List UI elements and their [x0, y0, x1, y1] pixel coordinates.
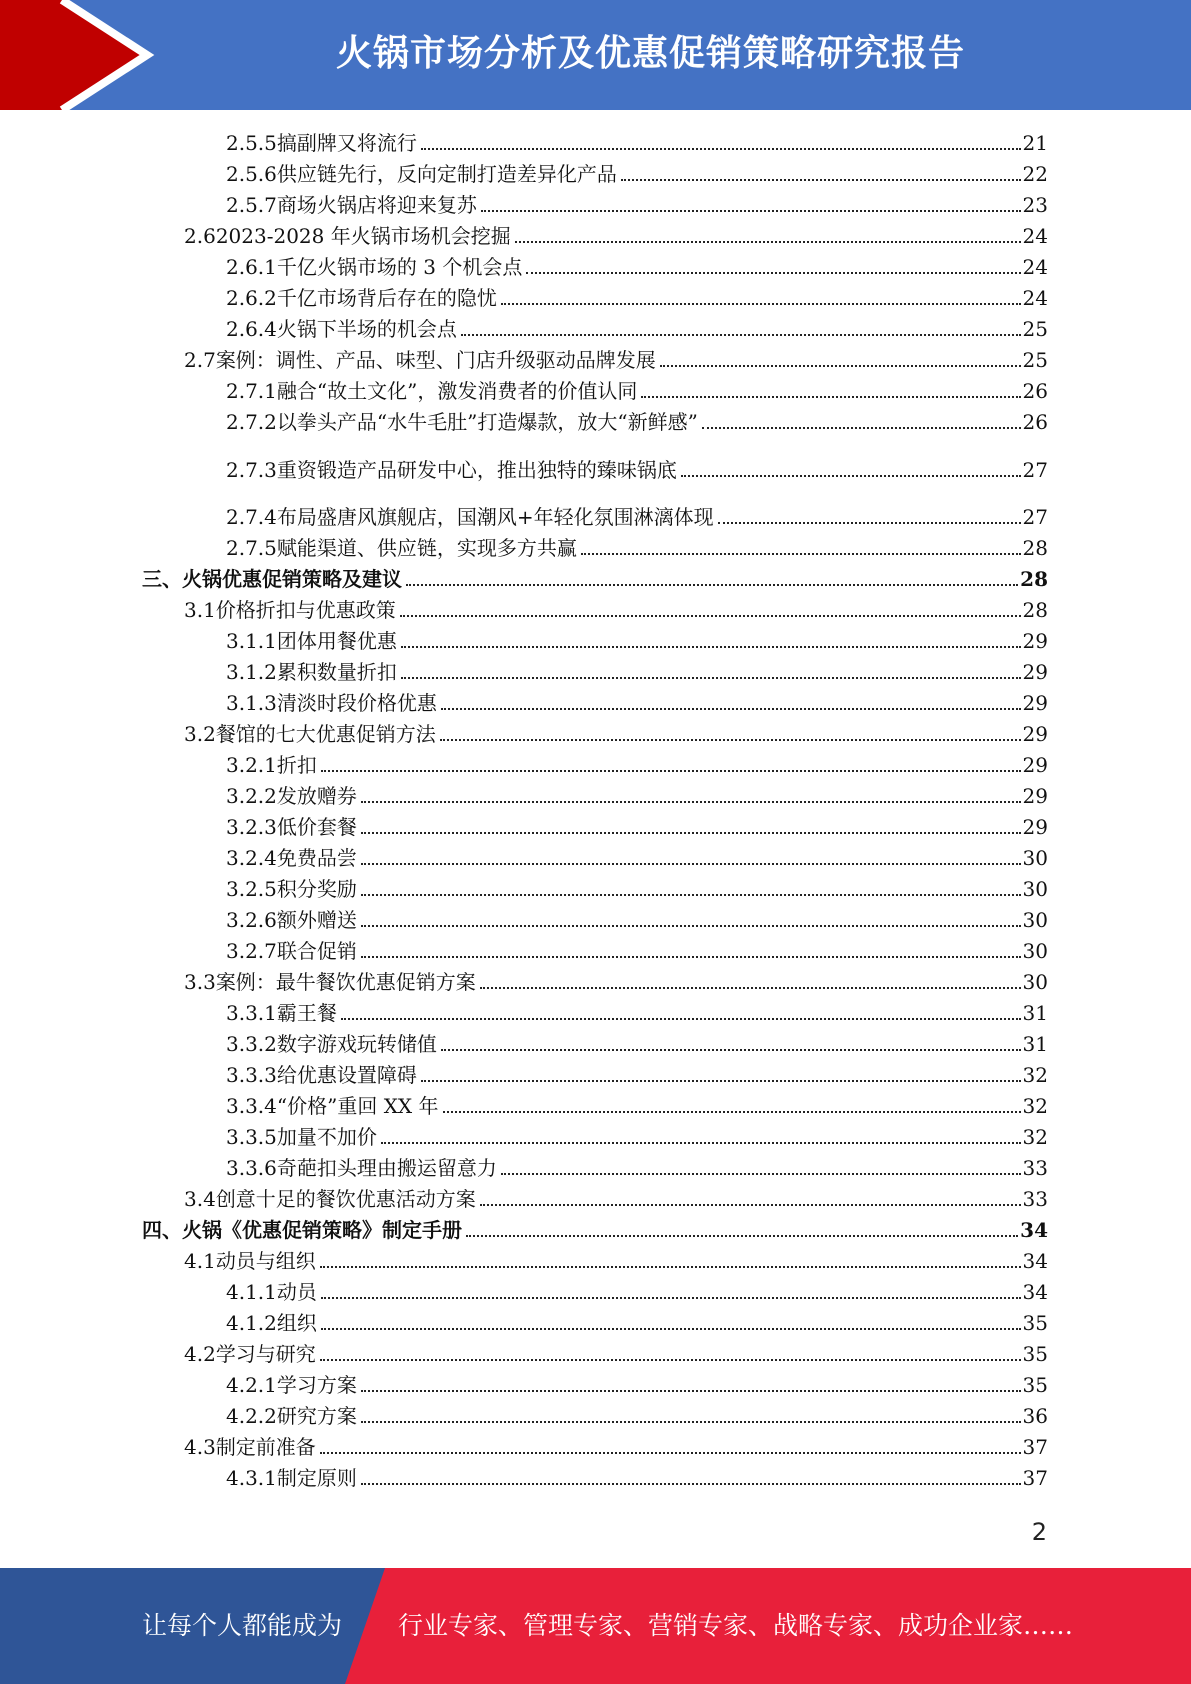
toc-dot-leader: [400, 615, 1021, 617]
toc-dot-leader: [660, 365, 1021, 367]
toc-dot-leader: [702, 427, 1021, 429]
toc-entry[interactable]: [0, 314, 1048, 342]
toc-dot-leader: [421, 148, 1021, 150]
toc-entry-label: 发放赠券: [276, 784, 357, 808]
toc-entry-number: 2.5.7: [226, 193, 277, 217]
toc-entry-page: 31: [1022, 1032, 1048, 1056]
toc-entry[interactable]: [0, 688, 1048, 716]
toc-dot-leader: [461, 334, 1021, 336]
toc-entry[interactable]: [0, 626, 1048, 654]
toc-entry[interactable]: [0, 345, 1048, 373]
toc-dot-leader: [443, 1111, 1021, 1113]
toc-entry-page: 30: [1022, 970, 1048, 994]
toc-entry-number: 2.7.4: [226, 505, 277, 529]
toc-entry-label: 累积数量折扣: [276, 660, 397, 684]
toc-entry[interactable]: [0, 252, 1048, 280]
toc-entry-number: 3.2.1: [226, 753, 277, 777]
toc-entry-label: 团体用餐优惠: [276, 629, 397, 653]
toc-entry[interactable]: [0, 190, 1048, 218]
toc-entry-number: 3.2.3: [226, 815, 277, 839]
toc-entry-page: 34: [1020, 1218, 1048, 1242]
toc-entry-number: 3.2: [184, 722, 216, 746]
toc-entry-label: 额外赠送: [276, 908, 357, 932]
toc-entry[interactable]: [0, 905, 1048, 933]
toc-entry-page: 26: [1022, 410, 1048, 434]
toc-entry-label: 供应链先行，反向定制打造差异化产品: [276, 162, 617, 186]
toc-entry-label: 千亿火锅市场的 3 个机会点: [276, 255, 523, 279]
toc-entry-page: 23: [1022, 193, 1048, 217]
toc-dot-leader: [361, 832, 1021, 834]
toc-entry-label: 重资锻造产品研发中心，推出独特的臻味锅底: [276, 458, 677, 482]
toc-dot-leader: [361, 863, 1021, 865]
toc-entry-page: 29: [1022, 784, 1048, 808]
toc-dot-leader: [421, 1080, 1021, 1082]
toc-dot-leader: [440, 739, 1021, 741]
toc-entry[interactable]: [0, 1029, 1048, 1057]
toc-entry-page: 24: [1022, 286, 1048, 310]
toc-entry-page: 34: [1022, 1249, 1048, 1273]
toc-entry-page: 27: [1022, 458, 1048, 482]
toc-entry-label: 联合促销: [276, 939, 357, 963]
toc-dot-leader: [361, 1421, 1021, 1423]
toc-entry-number: 4.2: [184, 1342, 216, 1366]
toc-entry-label: 积分奖励: [276, 877, 357, 901]
toc-entry[interactable]: [0, 874, 1048, 902]
toc-entry[interactable]: [0, 843, 1048, 871]
toc-entry-label: “价格”重回 XX 年: [276, 1094, 439, 1118]
toc-entry-page: 29: [1022, 691, 1048, 715]
toc-entry[interactable]: [0, 595, 1048, 623]
toc-entry[interactable]: [0, 1277, 1048, 1305]
toc-entry[interactable]: [0, 1153, 1048, 1181]
toc-entry-page: 27: [1022, 505, 1048, 529]
toc-entry-number: 3.2.6: [226, 908, 277, 932]
toc-entry-label: 研究方案: [276, 1404, 357, 1428]
toc-entry-label: 案例：调性、产品、味型、门店升级驱动品牌发展: [215, 348, 656, 372]
toc-dot-leader: [361, 1390, 1021, 1392]
toc-entry-number: 三、: [142, 567, 182, 591]
toc-entry-page: 33: [1022, 1187, 1048, 1211]
toc-entry-page: 37: [1022, 1466, 1048, 1490]
toc-entry-page: 29: [1022, 629, 1048, 653]
toc-entry-page: 30: [1022, 877, 1048, 901]
toc-entry-number: 3.3.4: [226, 1094, 277, 1118]
toc-entry[interactable]: [0, 455, 1048, 483]
chevron-arrow-icon: [0, 0, 160, 110]
toc-entry-page: 29: [1022, 660, 1048, 684]
toc-entry-label: 火锅《优惠促销策略》制定手册: [182, 1218, 462, 1242]
toc-entry-label: 制定前准备: [215, 1435, 316, 1459]
toc-entry-label: 奇葩扣头理由搬运留意力: [276, 1156, 497, 1180]
toc-entry[interactable]: [0, 283, 1048, 311]
toc-dot-leader: [361, 956, 1021, 958]
toc-entry-page: 30: [1022, 939, 1048, 963]
toc-entry-number: 2.7.1: [226, 379, 277, 403]
toc-entry-number: 四、: [142, 1218, 182, 1242]
toc-dot-leader: [320, 1359, 1021, 1361]
toc-entry[interactable]: [0, 502, 1048, 530]
toc-entry-number: 3.4: [184, 1187, 216, 1211]
toc-dot-leader: [401, 646, 1021, 648]
toc-entry-page: 32: [1022, 1094, 1048, 1118]
toc-entry-label: 商场火锅店将迎来复苏: [276, 193, 477, 217]
toc-entry-label: 火锅优惠促销策略及建议: [182, 567, 402, 591]
toc-entry-label: 火锅下半场的机会点: [276, 317, 457, 341]
toc-entry-number: 2.5.5: [226, 131, 277, 155]
toc-dot-leader: [361, 1483, 1021, 1485]
toc-entry-label: 组织: [276, 1311, 317, 1335]
toc-entry-number: 4.2.1: [226, 1373, 277, 1397]
toc-entry-page: 22: [1022, 162, 1048, 186]
toc-dot-leader: [501, 303, 1021, 305]
toc-entry[interactable]: [0, 376, 1048, 404]
toc-entry-page: 35: [1022, 1311, 1048, 1335]
toc-entry[interactable]: [0, 1401, 1048, 1429]
toc-dot-leader: [501, 1173, 1021, 1175]
toc-dot-leader: [361, 894, 1021, 896]
toc-entry-number: 4.2.2: [226, 1404, 277, 1428]
toc-dot-leader: [361, 801, 1021, 803]
toc-entry[interactable]: [0, 1091, 1048, 1119]
toc-entry-number: 3.3: [184, 970, 216, 994]
toc-entry-number: 4.3: [184, 1435, 216, 1459]
toc-entry[interactable]: [0, 967, 1048, 995]
toc-dot-leader: [406, 584, 1018, 586]
page-header: [0, 0, 1191, 110]
toc-entry-page: 24: [1022, 224, 1048, 248]
toc-entry[interactable]: [0, 564, 1048, 592]
toc-entry-number: 2.7.5: [226, 536, 277, 560]
toc-dot-leader: [480, 987, 1021, 989]
toc-dot-leader: [320, 1452, 1021, 1454]
toc-dot-leader: [320, 1266, 1021, 1268]
toc-entry-page: 29: [1022, 815, 1048, 839]
page-footer: [0, 1568, 1191, 1684]
toc-entry-label: 创意十足的餐饮优惠活动方案: [215, 1187, 476, 1211]
toc-dot-leader: [718, 522, 1021, 524]
toc-entry[interactable]: [0, 1432, 1048, 1460]
toc-dot-leader: [621, 179, 1021, 181]
toc-entry-page: 29: [1022, 722, 1048, 746]
toc-entry-number: 2.7.3: [226, 458, 277, 482]
toc-entry-page: 32: [1022, 1063, 1048, 1087]
toc-dot-leader: [401, 677, 1021, 679]
toc-entry-label: 低价套餐: [276, 815, 357, 839]
toc-entry-page: 26: [1022, 379, 1048, 403]
toc-dot-leader: [466, 1235, 1018, 1237]
toc-entry-label: 以拳头产品“水牛毛肚”打造爆款，放大“新鲜感”: [276, 410, 698, 434]
toc-dot-leader: [515, 241, 1021, 243]
toc-entry-number: 3.3.1: [226, 1001, 277, 1025]
toc-entry-page: 31: [1022, 1001, 1048, 1025]
toc-entry-label: 加量不加价: [276, 1125, 377, 1149]
toc-entry-number: 2.6.4: [226, 317, 277, 341]
toc-entry-number: 3.1.3: [226, 691, 277, 715]
toc-entry-label: 动员与组织: [215, 1249, 316, 1273]
toc-entry-label: 学习方案: [276, 1373, 357, 1397]
toc-entry-number: 2.6: [184, 224, 216, 248]
toc-dot-leader: [481, 210, 1021, 212]
toc-entry-label: 搞副牌又将流行: [276, 131, 417, 155]
toc-entry-number: 3.3.5: [226, 1125, 277, 1149]
toc-entry-page: 30: [1022, 846, 1048, 870]
report-title: 火锅市场分析及优惠促销策略研究报告: [335, 33, 965, 74]
toc-entry[interactable]: [0, 159, 1048, 187]
toc-entry-number: 3.2.7: [226, 939, 277, 963]
toc-dot-leader: [381, 1142, 1021, 1144]
toc-entry-number: 3.3.6: [226, 1156, 277, 1180]
toc-entry[interactable]: [0, 1122, 1048, 1150]
toc-entry-label: 赋能渠道、供应链，实现多方共赢: [276, 536, 577, 560]
toc-dot-leader: [581, 553, 1021, 555]
toc-entry-label: 给优惠设置障碍: [276, 1063, 417, 1087]
toc-dot-leader: [441, 708, 1021, 710]
toc-entry-label: 数字游戏玩转储值: [276, 1032, 437, 1056]
toc-entry-number: 3.1: [184, 598, 216, 622]
toc-entry-number: 4.3.1: [226, 1466, 277, 1490]
toc-entry[interactable]: [0, 1246, 1048, 1274]
toc-entry[interactable]: [0, 1339, 1048, 1367]
toc-entry-label: 清淡时段价格优惠: [276, 691, 437, 715]
toc-entry-number: 2.7: [184, 348, 216, 372]
toc-entry[interactable]: [0, 533, 1048, 561]
toc-entry-number: 3.2.5: [226, 877, 277, 901]
toc-entry[interactable]: [0, 1463, 1048, 1491]
toc-entry[interactable]: [0, 407, 1048, 435]
toc-entry-number: 2.5.6: [226, 162, 277, 186]
toc-entry-label: 免费品尝: [276, 846, 357, 870]
toc-entry-label: 学习与研究: [215, 1342, 316, 1366]
toc-entry-page: 28: [1022, 536, 1048, 560]
toc-entry-label: 千亿市场背后存在的隐忧: [276, 286, 497, 310]
toc-entry-label: 2023-2028 年火锅市场机会挖掘: [215, 224, 511, 248]
toc-dot-leader: [361, 925, 1021, 927]
toc-entry-page: 30: [1022, 908, 1048, 932]
toc-entry[interactable]: [0, 781, 1048, 809]
toc-entry-label: 融合“故土文化”，激发消费者的价值认同: [276, 379, 638, 403]
toc-entry[interactable]: [0, 1184, 1048, 1212]
toc-entry-label: 布局盛唐风旗舰店，国潮风+年轻化氛围淋漓体现: [276, 505, 714, 529]
toc-dot-leader: [526, 272, 1020, 274]
toc-entry-page: 34: [1022, 1280, 1048, 1304]
toc-entry-page: 28: [1022, 598, 1048, 622]
toc-entry[interactable]: [0, 221, 1048, 249]
toc-entry-page: 35: [1022, 1342, 1048, 1366]
toc-entry-number: 3.1.1: [226, 629, 277, 653]
footer-slogan-right: 行业专家、管理专家、营销专家、战略专家、成功企业家……: [398, 1611, 1074, 1640]
toc-entry-page: 33: [1022, 1156, 1048, 1180]
toc-entry-label: 案例：最牛餐饮优惠促销方案: [215, 970, 476, 994]
toc-entry-number: 4.1.2: [226, 1311, 277, 1335]
toc-entry-number: 3.2.2: [226, 784, 277, 808]
toc-entry-number: 4.1.1: [226, 1280, 277, 1304]
toc-dot-leader: [321, 1328, 1021, 1330]
toc-entry[interactable]: [0, 657, 1048, 685]
toc-entry-number: 2.6.1: [226, 255, 277, 279]
page-number: 2: [1031, 1518, 1047, 1546]
toc-entry[interactable]: [0, 998, 1048, 1026]
toc-entry-number: 3.3.2: [226, 1032, 277, 1056]
toc-entry-label: 制定原则: [276, 1466, 357, 1490]
toc-entry-page: 32: [1022, 1125, 1048, 1149]
toc-entry-page: 36: [1022, 1404, 1048, 1428]
toc-entry[interactable]: [0, 128, 1048, 156]
toc-entry-label: 动员: [276, 1280, 317, 1304]
toc-dot-leader: [321, 770, 1021, 772]
toc-entry[interactable]: [0, 719, 1048, 747]
toc-entry-page: 25: [1022, 348, 1048, 372]
toc-entry-page: 28: [1020, 567, 1048, 591]
toc-entry-page: 29: [1022, 753, 1048, 777]
toc-entry[interactable]: [0, 812, 1048, 840]
toc-dot-leader: [321, 1297, 1021, 1299]
toc-entry-number: 2.6.2: [226, 286, 277, 310]
toc-dot-leader: [480, 1204, 1021, 1206]
toc-dot-leader: [681, 475, 1021, 477]
toc-entry-label: 餐馆的七大优惠促销方法: [215, 722, 436, 746]
toc-entry[interactable]: [0, 1308, 1048, 1336]
footer-slogan-left: 让每个人都能成为: [142, 1611, 343, 1640]
toc-entry-page: 21: [1022, 131, 1048, 155]
toc-entry-page: 25: [1022, 317, 1048, 341]
toc-entry[interactable]: [0, 750, 1048, 778]
toc-entry[interactable]: [0, 936, 1048, 964]
toc-entry-label: 霸王餐: [276, 1001, 337, 1025]
toc-entry-page: 35: [1022, 1373, 1048, 1397]
toc-entry-page: 37: [1022, 1435, 1048, 1459]
toc-dot-leader: [441, 1049, 1021, 1051]
toc-entry-label: 折扣: [276, 753, 317, 777]
toc-entry[interactable]: [0, 1215, 1048, 1243]
toc-entry-number: 3.1.2: [226, 660, 277, 684]
toc-entry-page: 24: [1022, 255, 1048, 279]
toc-dot-leader: [341, 1018, 1021, 1020]
toc-entry-number: 3.2.4: [226, 846, 277, 870]
toc-entry-label: 价格折扣与优惠政策: [215, 598, 396, 622]
toc-entry[interactable]: [0, 1060, 1048, 1088]
toc-entry-number: 2.7.2: [226, 410, 277, 434]
toc-entry[interactable]: [0, 1370, 1048, 1398]
toc-entry-number: 3.3.3: [226, 1063, 277, 1087]
toc-entry-number: 4.1: [184, 1249, 216, 1273]
toc-dot-leader: [641, 396, 1020, 398]
